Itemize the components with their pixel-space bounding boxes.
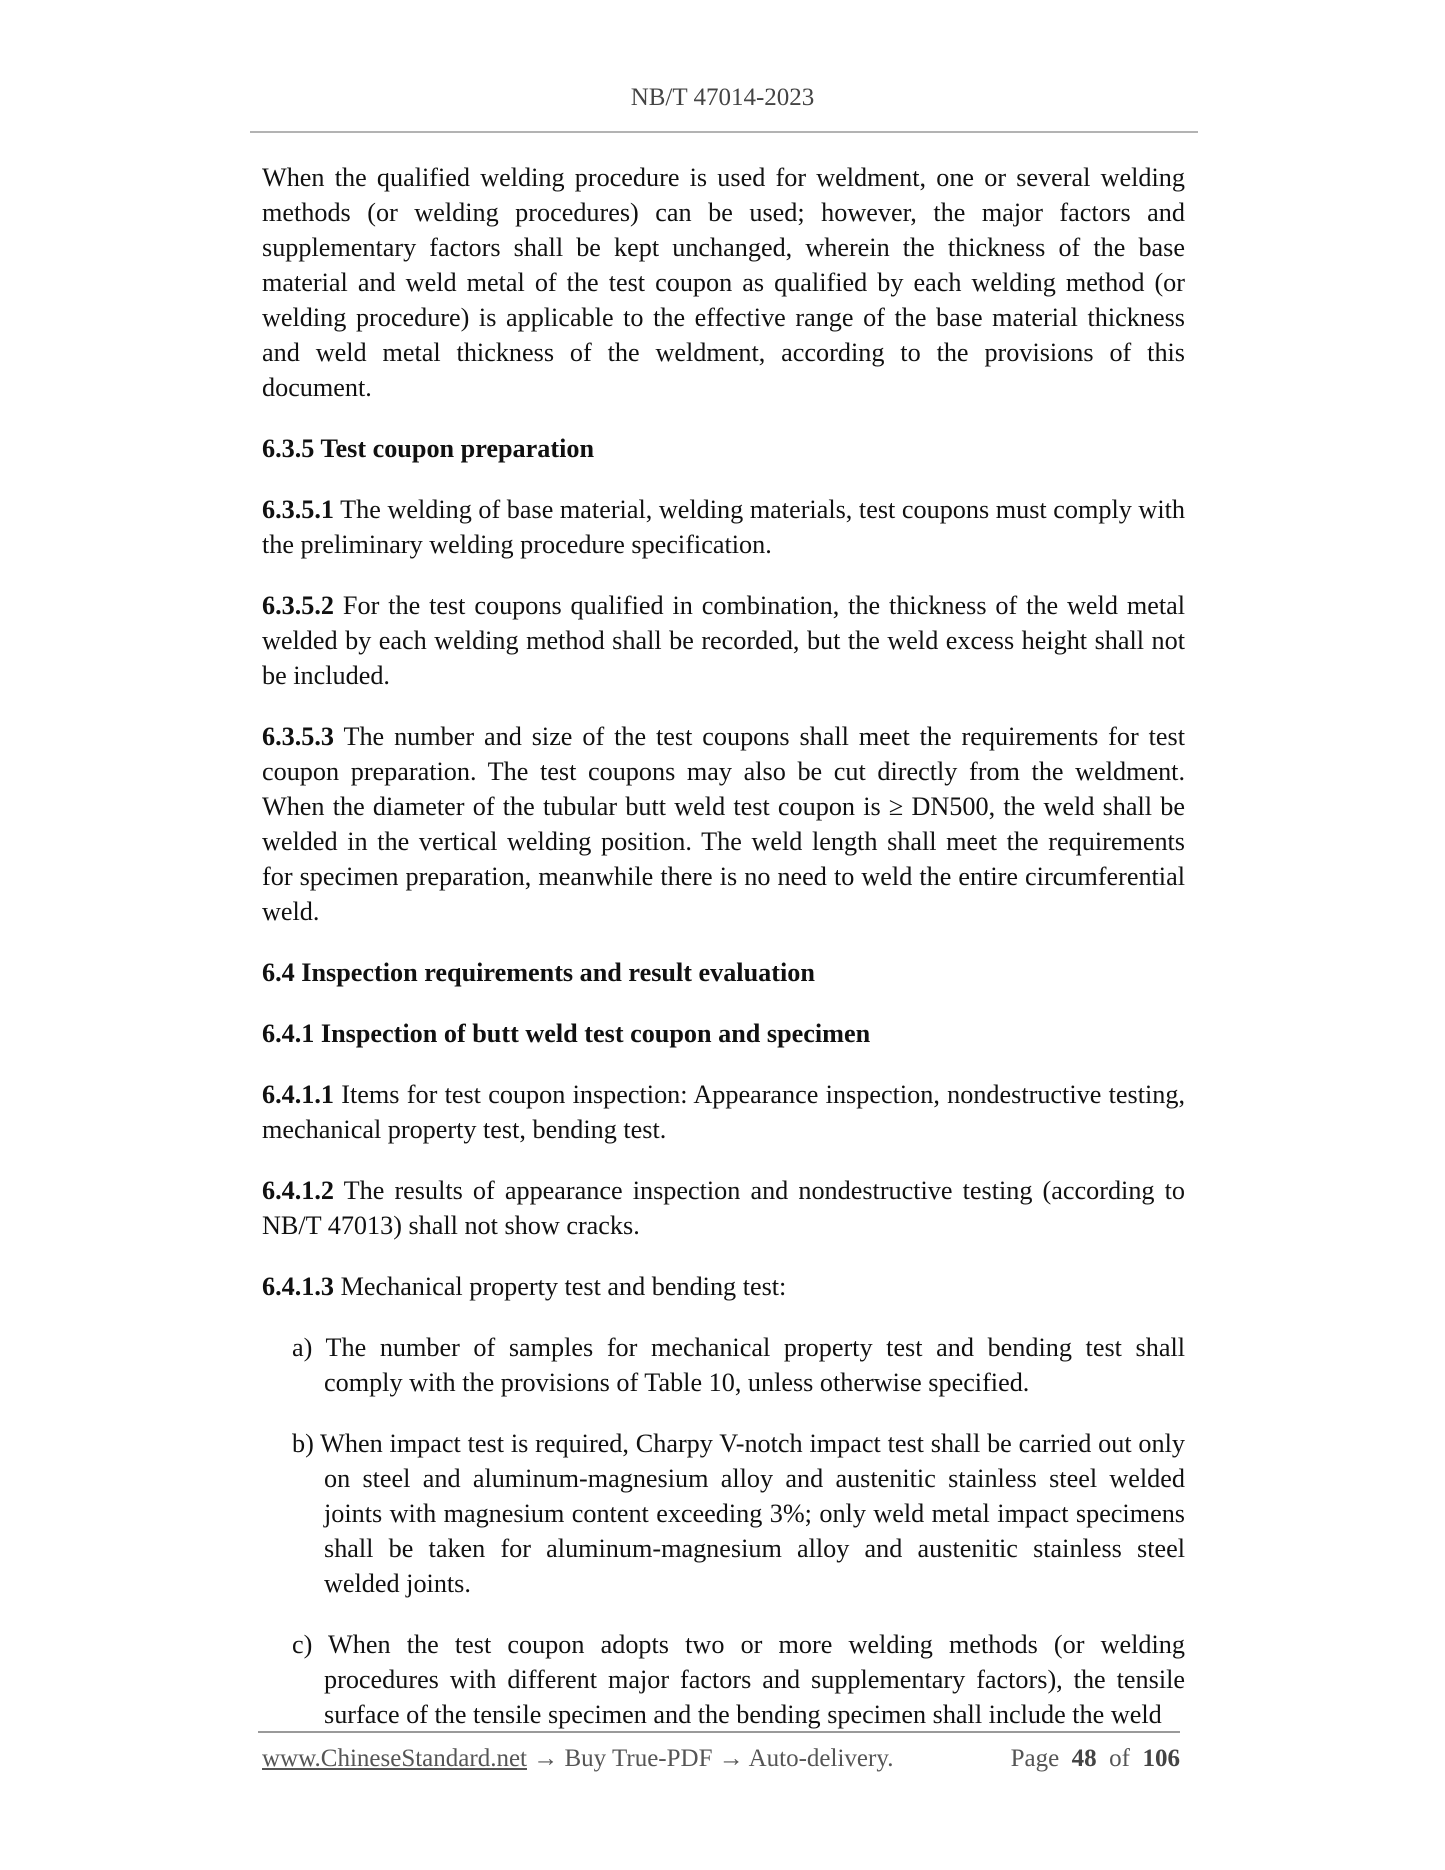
page-number (1011, 1745, 1180, 1773)
clause-text: Items for test coupon inspection: Appearance inspection, nondestructive testing, mechanical property test, bending test. (262, 1080, 1185, 1144)
clause-text: Mechanical property test and bending test: (334, 1272, 787, 1301)
clause-text: The welding of base material, welding materials, test coupons must comply with the preliminary welding procedure specification. (262, 495, 1185, 559)
clause-6-4-1-3 (262, 1269, 1185, 1304)
clause-6-3-5-1 (262, 492, 1185, 562)
clause-text: The results of appearance inspection and nondestructive testing (according to NB/T 47013) shall not show cracks. (262, 1176, 1185, 1240)
clause-text: The number and size of the test coupons shall meet the requirements for test coupon preparation. The test coupons may also be cut directly from the weldment. When the diameter of the tubular butt weld test coupon is ≥ DN500, the weld shall be welded in the vertical welding position. The weld length shall meet the requirements for specimen preparation, meanwhile there is no need to weld the entire circumferential weld. (262, 722, 1185, 926)
clause-number: 6.4.1.2 (262, 1176, 335, 1205)
list-item-b: b) When impact test is required, Charpy V-notch impact test shall be carried out only on steel and aluminum-magnesium alloy and austenitic stainless steel welded joints with magnesium content exceeding 3%; only weld metal impact specimens shall be taken for aluminum-magnesium alloy and austenitic stainless steel welded joints. (292, 1429, 1185, 1598)
page-total: 106 (1142, 1745, 1180, 1772)
clause-number: 6.3.5.2 (262, 591, 335, 620)
delivery-text: Auto-delivery. (748, 1745, 894, 1772)
page-of: of (1109, 1745, 1130, 1772)
clause-6-3-5-2 (262, 588, 1185, 693)
clause-number: 6.4.1.3 (262, 1272, 335, 1301)
clause-text: For the test coupons qualified in combination, the thickness of the weld metal welded by each welding method shall be recorded, but the weld excess height shall not be included. (262, 591, 1185, 690)
page-label: Page (1010, 1745, 1060, 1772)
list-item-a: a) The number of samples for mechanical property test and bending test shall comply with the provisions of Table 10, unless otherwise specified. (292, 1333, 1185, 1397)
footer-divider (258, 1731, 1180, 1733)
buy-text: Buy True-PDF (564, 1745, 713, 1772)
arrow-icon: → (527, 1745, 565, 1772)
list-item-c: c) When the test coupon adopts two or more welding methods (or welding procedures with different major factors and supplementary factors), the tensile surface of the tensile specimen and the bending specimen shall include the weld (292, 1630, 1185, 1729)
document-id-header: NB/T 47014-2023 (630, 84, 815, 111)
intro-paragraph: When the qualified welding procedure is used for weldment, one or several welding methods (or welding procedures) can be used; however, the major factors and supplementary factors shall be kept unchanged, wherein the thickness of the base material and weld metal of the test coupon as qualified by each welding method (or welding procedure) is applicable to the effective range of the base material thickness and weld metal thickness of the weldment, according to the provisions of this document. (262, 163, 1185, 402)
page-footer (262, 1745, 1180, 1773)
section-heading-6-3-5: 6.3.5 Test coupon preparation (262, 434, 595, 463)
clause-number: 6.3.5.3 (262, 722, 335, 751)
arrow-icon: → (712, 1745, 749, 1772)
document-body (262, 160, 1185, 1732)
website-link[interactable]: www.ChineseStandard.net (262, 1745, 527, 1772)
page-current: 48 (1071, 1745, 1097, 1772)
clause-6-4-1-2 (262, 1173, 1185, 1243)
clause-6-3-5-3 (262, 719, 1185, 929)
clause-number: 6.4.1.1 (262, 1080, 335, 1109)
clause-number: 6.3.5.1 (262, 495, 335, 524)
section-heading-6-4-1: 6.4.1 Inspection of butt weld test coupon and specimen (262, 1019, 871, 1048)
footer-promo (262, 1745, 893, 1773)
header-divider (250, 131, 1198, 133)
clause-6-4-1-1 (262, 1077, 1185, 1147)
section-heading-6-4: 6.4 Inspection requirements and result evaluation (262, 958, 815, 987)
